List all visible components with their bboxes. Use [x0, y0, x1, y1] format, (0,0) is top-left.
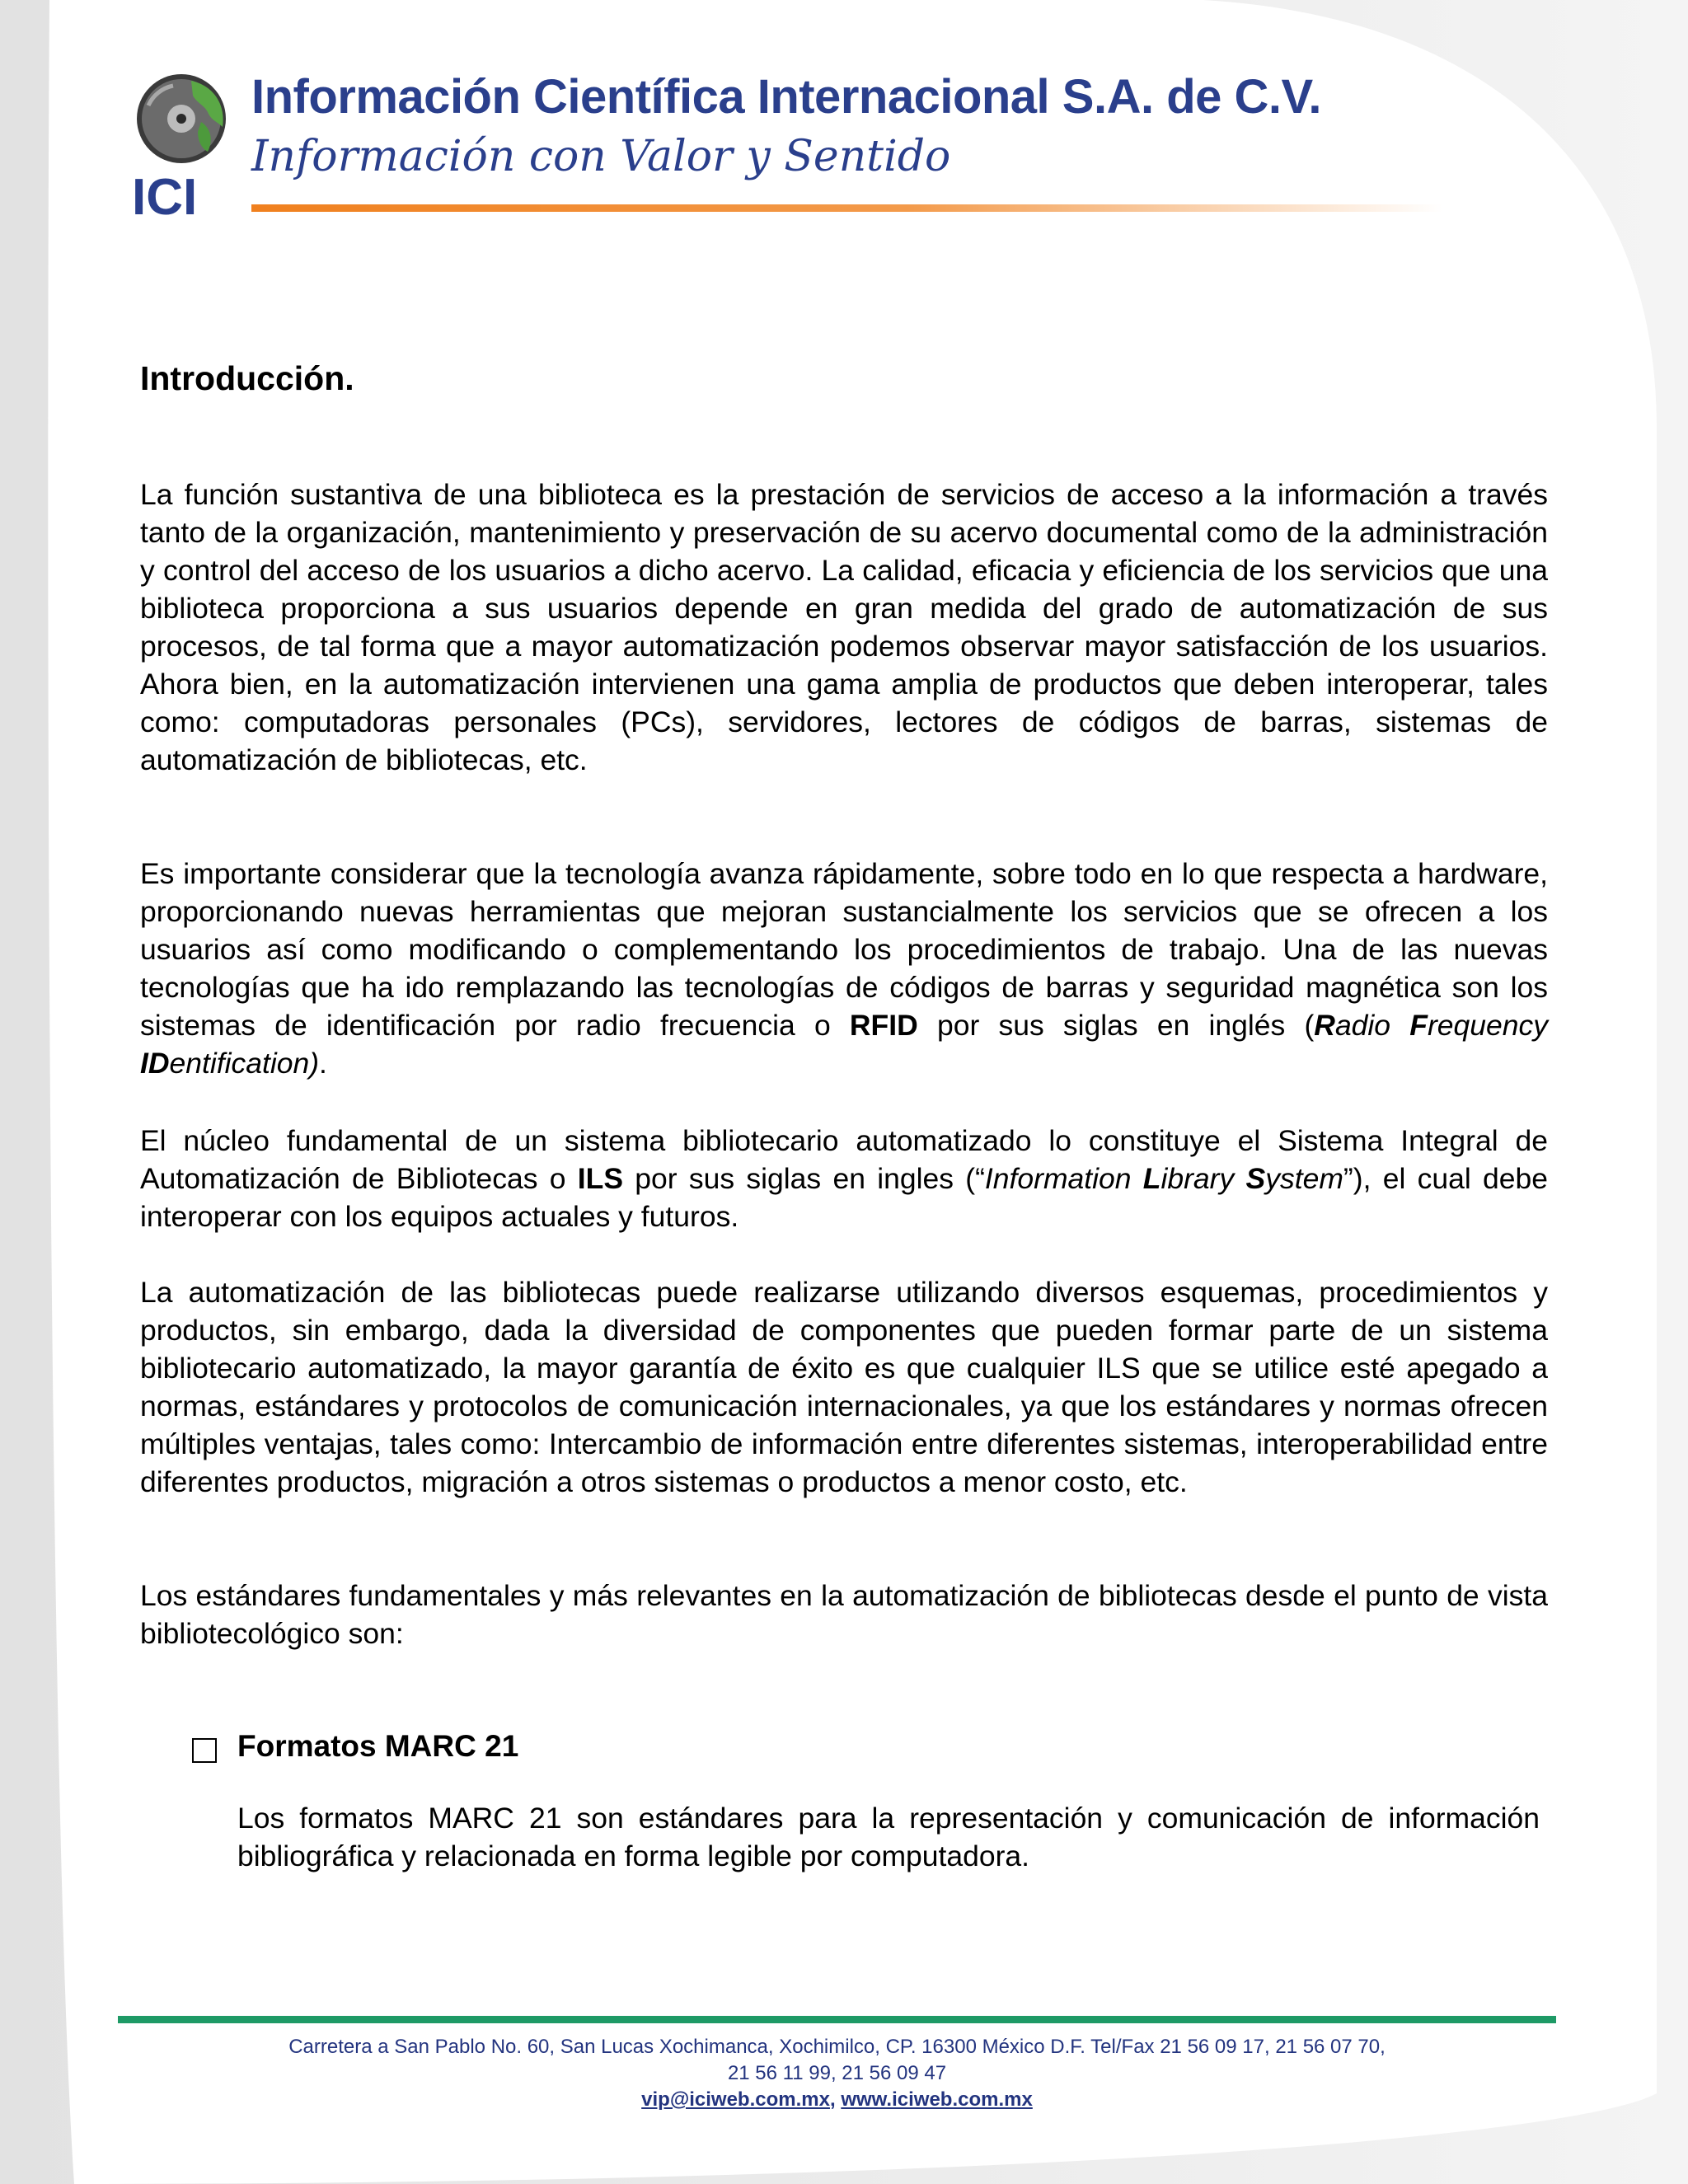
paragraph-2-text: Es importante considerar que la tecnología avanza rápidamente, sobre todo en lo que respecta a hardware, proporcionando nuevas herramientas que mejoran sustancialmente los servicios que se ofrecen a los usuarios así como modificando o complementando los procedimientos de trabajo. Una de las nuevas tecnologías que ha ido remplazando las tecnologías de códigos de barras y seguridad magnética son los sistemas de identificación por radio frecuencia o: [140, 857, 1548, 1042]
logo-text: ICI: [132, 169, 198, 221]
footer-address-line-1: Carretera a San Pablo No. 60, San Lucas Xochimanca, Xochimilco, CP. 16300 México D.F. Tel/Fax 21 56 09 17, 21 56 07 70,: [288, 2036, 1386, 2058]
paragraph-1: La función sustantiva de una biblioteca es la prestación de servicios de acceso a la información a través tanto de la organización, mantenimiento y preservación de su acervo documental como de la administración y control del acceso de los usuarios a dicho acervo. La calidad, eficacia y eficiencia de los servicios que una biblioteca proporciona a sus usuarios depende en gran medida del grado de automatización de sus procesos, de tal forma que a mayor automatización podemos observar mayor satisfacción de los usuarios. Ahora bien, en la automatización intervienen una gama amplia de productos que deben interoperar, tales como: computadoras personales (PCs), servidores, lectores de códigos de barras, sistemas de automatización de bibliotecas, etc.: [140, 478, 1548, 776]
expansion-initial: ID: [140, 1047, 170, 1080]
section-heading: Introducción.: [140, 359, 354, 397]
footer-links: [118, 2088, 1556, 2111]
company-slogan: Información con Valor y Sentido: [251, 132, 951, 181]
paragraph-2-mid: por sus siglas en inglés (: [936, 1009, 1315, 1042]
company-logo: [132, 73, 231, 221]
paragraph-3-end: ”), el cual debe interoperar con los equipos actuales y futuros.: [140, 1162, 1549, 1233]
expansion-word: ibrary: [1160, 1162, 1246, 1195]
expansion-initial: R: [1314, 1009, 1335, 1042]
header-divider: [251, 204, 1442, 212]
paragraph-5: Los estándares fundamentales y más relevantes en la automatización de bibliotecas desde el punto de vista bibliotecológico son:: [140, 1579, 1548, 1650]
list-item-title: Formatos MARC 21: [237, 1729, 519, 1763]
website-link[interactable]: www.iciweb.com.mx: [841, 2088, 1033, 2111]
expansion-initial: F: [1409, 1009, 1428, 1042]
expansion-word: requency: [1427, 1009, 1548, 1042]
email-link[interactable]: vip@iciweb.com.mx: [641, 2088, 830, 2111]
paragraph-3-text: El núcleo fundamental de un sistema bibliotecario automatizado lo constituye el Sistema Integral de Automatización de Bibliotecas o: [140, 1124, 1548, 1195]
paragraph-2-end: .: [319, 1047, 327, 1080]
paragraph-3-mid: por sus siglas en ingles (“: [635, 1162, 985, 1195]
rfid-acronym: RFID: [849, 1009, 918, 1042]
expansion-initial: S: [1245, 1162, 1266, 1195]
footer-separator: ,: [829, 2088, 842, 2111]
paragraph-2: [140, 855, 1548, 1082]
paragraph-3: [140, 1122, 1548, 1235]
expansion-initial: L: [1142, 1162, 1161, 1195]
expansion-word: entification): [169, 1047, 320, 1080]
expansion-word: Information: [984, 1162, 1143, 1195]
ils-expansion: [985, 1162, 1343, 1195]
ils-acronym: ILS: [577, 1162, 623, 1195]
paragraph-4: La automatización de las bibliotecas puede realizarse utilizando diversos esquemas, procedimientos y productos, sin embargo, dada la diversidad de componentes que pueden formar parte de un sistema bibliotecario automatizado, la mayor garantía de éxito es que cualquier ILS que se utilice esté apegado a normas, estándares y protocolos de comunicación internacionales, ya que los estándares y normas ofrecen múltiples ventajas, tales como: Intercambio de información entre diferentes sistemas, interoperabilidad entre diferentes productos, migración a otros sistemas o productos a menor costo, etc.: [140, 1276, 1548, 1498]
expansion-word: adio: [1334, 1009, 1410, 1042]
footer-address-line-2: 21 56 11 99, 21 56 09 47: [727, 2062, 947, 2084]
checkbox-bullet-icon: [192, 1738, 217, 1763]
list-item-text: Los formatos MARC 21 son estándares para la representación y comunicación de información bibliográfica y relacionada en forma legible por computadora.: [237, 1802, 1540, 1872]
footer-divider: [118, 2016, 1556, 2023]
company-name: Información Científica Internacional S.A. de C.V.: [251, 70, 1321, 124]
expansion-word: ystem: [1265, 1162, 1343, 1195]
